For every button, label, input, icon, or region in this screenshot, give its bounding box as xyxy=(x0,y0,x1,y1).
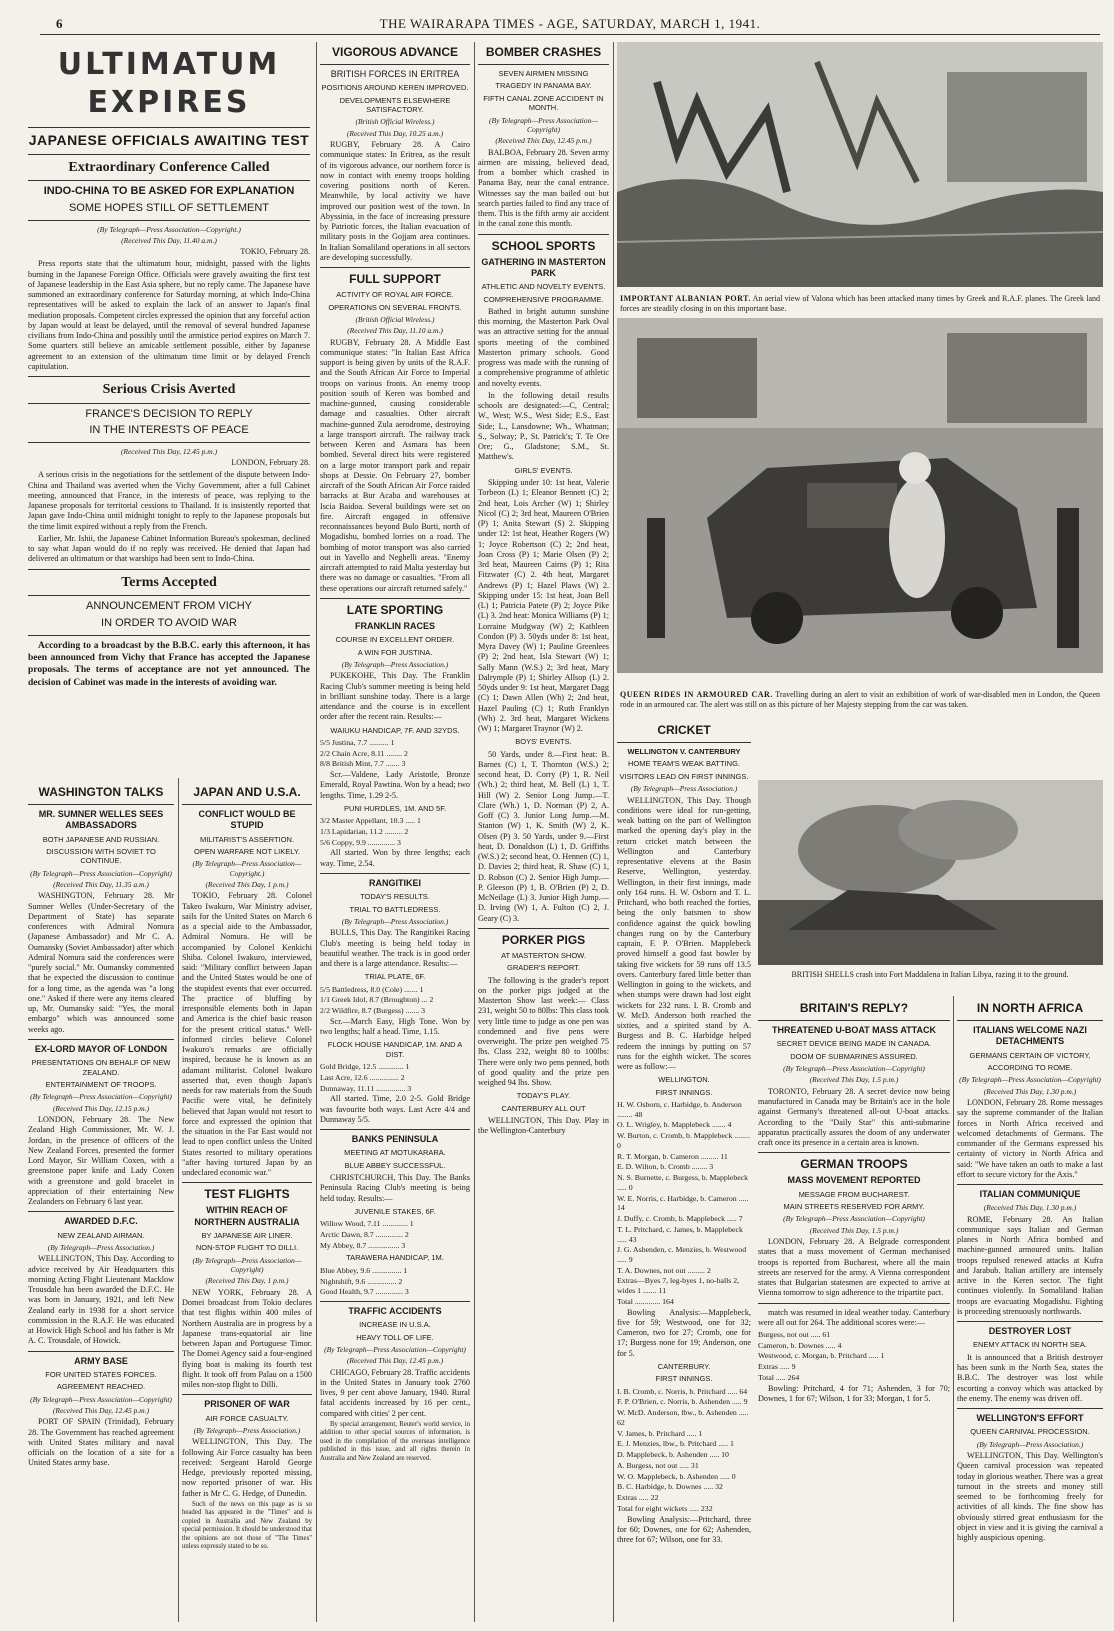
race-result: 5/6 Coppy, 9.9 .............. 3 xyxy=(320,837,401,847)
score-line: E. J. Menzies, lbw., b. Pritchard ..... 1 xyxy=(617,1439,734,1449)
left-subcolumn xyxy=(28,782,174,1618)
received: (Received This Day, 10.25 a.m.) xyxy=(346,128,444,138)
subhead: BRITISH FORCES IN ERITREA xyxy=(330,69,460,79)
column-rule xyxy=(316,42,317,1622)
body-text: CHICAGO, February 28. Traffic accidents in the United States in January took 2760 lives, 9 per cent above January, 1940. Rural fatal accidents increased by 16 per cent., compared with cities' 2 per cent. xyxy=(320,1367,470,1418)
headline: Terms Accepted xyxy=(121,574,217,590)
body-text: WELLINGTON, This Day. According to advice received by Air Headquarters this morning Acting Flight Lieutenant Macklow Trousdale has been awarded the D.F.C. He was born in January, 1921, and left New Zealand early in 1938 for a short service commission in the R.A.F. He was educated at Howick High School and his father is Mr A. C. Trousdale, of Howick. xyxy=(28,1254,174,1346)
headline: RANGITIKEI xyxy=(368,877,421,888)
column-rule xyxy=(953,996,954,1622)
footnote: Such of the news on this page as is so headed has appeared in the "Times" and is copied in Australia and New Zealand by special permission. It should be understood that the opinions are not those of "The Times" unless expressly stated to be so. xyxy=(182,1500,312,1551)
headline: BANKS PENINSULA xyxy=(351,1134,439,1145)
score-line: Total ..... 264 xyxy=(758,1372,800,1382)
team-title: CANTERBURY. xyxy=(657,1361,711,1371)
subhead: WITHIN REACH OF NORTHERN AUSTRALIA xyxy=(194,1205,300,1227)
received: (Received This Day, 1.30 p.m.) xyxy=(983,1086,1077,1096)
race-result: 5/5 Justina, 7.7 .......... 1 xyxy=(320,737,395,747)
headline: FULL SUPPORT xyxy=(349,272,441,287)
subhead: A WIN FOR JUSTINA. xyxy=(357,647,433,657)
score-line: V. James, b. Pritchard ..... 1 xyxy=(617,1428,703,1438)
subhead: OPERATIONS ON SEVERAL FRONTS. xyxy=(328,302,462,312)
subhead: TRAGEDY IN PANAMA BAY. xyxy=(495,81,592,91)
subhead: GRADER'S REPORT. xyxy=(507,963,580,973)
bowling-analysis: Bowling Analysis:—Pritchard, three for 60; Downes, one for 62; Ashenden, three for 67; Wilson, one for 33. xyxy=(617,1514,751,1544)
wellington-scores xyxy=(617,1100,751,1296)
subhead: GERMANS CERTAIN OF VICTORY, xyxy=(969,1050,1091,1060)
headline: WELLINGTON'S EFFORT xyxy=(976,1413,1084,1423)
body-text: TOKIO, February 28. Colonel Takeo Iwakuro, War Ministry adviser, sails for the United States on March 6 as a special aide to the Ambassador, Admiral Nomura. He will be accompanied by Colonel Kenkichi Shiba. Colonel Iwakuro, interviewed, said: "Military conflict between Japan and the United States would be one of the stupidest events that ever occurred. The practice of bluffing by irresponsible elements both in Japan and America is the chief basic reason for the present critical status." Well-informed circles believe Colonel Iwakuro's remarks are officially inspired, because he is known as an adamant militarist. Colonel Iwakuro asserted that, even though Japan's needs for raw materials from the South Pacific were vital, he definitely believed that Japan would not resort to force and expressed the opinion that the situation in the Far East would not lead to open conflict unless the United States resorted to military operations "after having tortured Japan by an undeclared economic war." xyxy=(182,891,312,1178)
body-text: TORONTO, February 28. A secret device now being manufactured in Canada may be Britain's ace in the hole against Germany's threatened all-out U-boat attacks. According to the "Daily Star" this anti-submarine apparatus practically assures the doom of any underwater craft once its presence in a certain area is known. xyxy=(758,1086,950,1147)
subhead: TODAY'S PLAY. xyxy=(516,1091,571,1101)
subhead: VISITORS LEAD ON FIRST INNINGS. xyxy=(619,771,749,781)
received: (Received This Day, 1 p.m.) xyxy=(205,880,289,889)
headline: PRISONER OF WAR xyxy=(204,1399,290,1410)
total: Total for eight wickets ..... 232 xyxy=(617,1503,713,1513)
subhead: BOTH JAPANESE AND RUSSIAN. xyxy=(42,834,160,844)
score-line: Extras ..... 22 xyxy=(617,1493,659,1503)
score-line: H. W. Osborn, c. Harbidge, b. Anderson ........ 48 xyxy=(617,1100,742,1119)
headline: WASHINGTON TALKS xyxy=(38,785,164,799)
subhead: Extraordinary Conference Called xyxy=(68,159,270,175)
caption-head: QUEEN RIDES IN ARMOURED CAR. xyxy=(620,690,773,699)
body-text: Bathed in bright autumn sunshine this morning, the Masterton Park Oval was an attractive setting for the annual sports meeting of the combined Masterton primary schools. Good progress was made with the running of a comprehensive programme of athletic and novelty events. xyxy=(478,306,609,388)
caption-queen xyxy=(620,690,1100,710)
subhead: JAPANESE OFFICIALS AWAITING TEST xyxy=(28,132,310,148)
headline: GERMAN TROOPS xyxy=(800,1157,908,1172)
headline: TRAFFIC ACCIDENTS xyxy=(348,1305,442,1316)
bowling-analysis: Bowling: Pritchard, 4 for 71; Ashenden, 3 for 70; Downes, 1 for 67; Wilson, 1 for 33; Morgan, 1 for 5. xyxy=(758,1383,950,1403)
column-bomber xyxy=(478,42,609,1618)
body-text: RUGBY, February 28. A Middle East communique states: "In Italian East Africa support is being given by units of the R.A.F. and the South African Air Force to Imperial troops on various fronts. An enemy troop position south of Keren was bombed and machine-gunned, causing considerable damage and casualties. Other aircraft machine-gunned Zula aerodrome, destroying a large transport aircraft. The railway track between Keren and Asmara has been bombed. Several direct hits were registered on a large motor transport park and repair shops at Dessie. On February 27, bomber aircraft of the South African Air Force raided barracks at Bur Acaba and warehouses at Iscia Baidoa. Several buildings were set on fire. Aircraft engaged in offensive reconnaissances beyond Bulo Burti, north of Mogadishu, bombed lorries on a road. The bombing of motor transport was also carried out in Yavello and Neghelli areas. "Enemy aircraft attempted to raid Malta yesterday but there was no damage or casualties. "From all these operations our aircraft returned safely." xyxy=(320,337,470,593)
subhead: AGREEMENT REACHED. xyxy=(56,1382,146,1392)
subhead: DOOM OF SUBMARINES ASSURED. xyxy=(790,1051,918,1061)
subhead: BLUE ABBEY SUCCESSFUL. xyxy=(344,1160,446,1170)
score-line: B. C. Harbidge, b. Downes ..... 32 xyxy=(617,1482,723,1492)
subhead: FIFTH CANAL ZONE ACCIDENT IN MONTH. xyxy=(483,93,604,113)
body-text: Earlier, Mr. Ishii, the Japanese Cabinet Information Bureau's spokesman, declined to say what Japan would do if no reply was received. He denied that Japan had delivered an ultimatum or that warships had been sent to Indo-China. xyxy=(28,533,310,564)
headline: ITALIAN COMMUNIQUE xyxy=(979,1189,1081,1199)
canterbury-scores xyxy=(617,1387,751,1503)
race-result: 3/2 Master Appellant, 10.3 ..... 1 xyxy=(320,816,421,826)
body-text: PORT OF SPAIN (Trinidad), February 28. The Government has reached agreement with United States military and naval officials on the location of a site for a United States army base. xyxy=(28,1417,174,1468)
subhead: DEVELOPMENTS ELSEWHERE SATISFACTORY. xyxy=(339,95,451,114)
score-line: Extras ..... 9 xyxy=(758,1362,796,1372)
received: (Received This Day, 1 p.m.) xyxy=(205,1276,289,1286)
subhead: NON-STOP FLIGHT TO DILLI. xyxy=(195,1243,299,1253)
race-title: TRIAL PLATE, 6F. xyxy=(364,972,426,982)
received: (Received This Day, 11.40 a.m.) xyxy=(121,235,217,245)
credit: (By Telegraph—Press Association—Copyright) xyxy=(783,1214,925,1224)
credit: (British Official Wireless.) xyxy=(355,314,435,324)
race-note: Scr.—March Easy, High Tone. Won by two lengths; half a head. Time, 1.15. xyxy=(320,1016,470,1037)
subhead: THREATENED U-BOAT MASS ATTACK xyxy=(772,1025,936,1035)
subhead: MESSAGE FROM BUCHAREST. xyxy=(798,1189,910,1199)
race-result: Nightshift, 9.6 ............... 2 xyxy=(320,1276,403,1286)
subhead: BY JAPANESE AIR LINER. xyxy=(201,1230,293,1240)
total: Total ............. 164 xyxy=(617,1296,674,1306)
score-line: W. Burton, c. Cromb, b. Mapplebeck ........ 0 xyxy=(617,1131,750,1150)
subhead: SOME HOPES STILL OF SETTLEMENT xyxy=(68,201,270,214)
race-title: PUNI HURDLES, 1M. AND 5F. xyxy=(343,803,447,813)
received: (Received This Day, 1.5 p.m.) xyxy=(809,1075,899,1085)
headline: CRICKET xyxy=(657,723,711,737)
score-line: T. L. Pritchard, c. James, b. Mapplebeck ..... 43 xyxy=(617,1224,743,1244)
subhead: WELLINGTON V. CANTERBURY xyxy=(627,747,741,756)
subhead: QUEEN CARNIVAL PROCESSION. xyxy=(970,1427,1090,1437)
score-line: A. Burgess, not out ..... 31 xyxy=(617,1460,699,1470)
left-subcolumn-b xyxy=(182,782,312,1618)
race-title: JUVENILE STAKES, 6F. xyxy=(354,1206,436,1216)
received: (Received This Day, 12.45 p.m.) xyxy=(120,447,218,456)
body-text: WASHINGTON, February 28. Mr Sumner Welles (Under-Secretary of the Department of State) has separate conferences with Admiral Nomura (Japanese Ambassador) and Mr C. A. Oumansky (Soviet Ambassador) after which Admiral Nomura said the conferences were "purely social." Mr. Oumansky commented that he expected the discussion to continue for a long time, as the agenda was "a long one." Asked if there were any items cleared up, Mr. Oumansky said: "Yes, the moral embargo" which was announced some weeks ago. xyxy=(28,891,174,1034)
subhead: IN ORDER TO AVOID WAR xyxy=(101,616,237,629)
column-rule xyxy=(178,778,179,1622)
subhead: AT MASTERTON SHOW. xyxy=(501,950,586,960)
subhead: HOME TEAM'S WEAK BATTING. xyxy=(628,759,740,769)
photo-fort-maddalena xyxy=(758,780,1103,965)
score-line: N. S. Burnette, c. Burgess, b. Mapplebeck ..... 0 xyxy=(617,1173,749,1192)
score-line: Burgess, not out ..... 61 xyxy=(758,1330,831,1339)
score-line: R. T. Morgan, b. Cameron ......... 11 xyxy=(617,1151,728,1161)
subhead: DISCUSSION WITH SOVIET TO CONTINUE. xyxy=(46,846,156,866)
race-result: Last Acre, 12.6 ............... 2 xyxy=(320,1072,405,1082)
headline: DESTROYER LOST xyxy=(988,1326,1072,1337)
subhead: GIRLS' EVENTS. xyxy=(514,465,573,475)
subhead: FOR UNITED STATES FORCES. xyxy=(45,1369,157,1379)
credit: (By Telegraph—Press Association—Copyright) xyxy=(30,1092,172,1102)
headline-ultimatum: ULTIMATUM EXPIRES xyxy=(57,47,281,120)
credit: (By Telegraph—Press Association.) xyxy=(976,1439,1084,1449)
britain-german-column xyxy=(758,998,950,1618)
column-rule xyxy=(474,42,475,1622)
credit: (By Telegraph—Press Association.) xyxy=(47,1242,155,1252)
credit: (By Telegraph—Press Association.) xyxy=(193,1425,301,1435)
subhead: INCREASE IN U.S.A. xyxy=(359,1320,431,1330)
race-result: 5/5 Battledress, 8.0 (Cole) ....... 1 xyxy=(320,984,424,994)
canterbury-additional-scores xyxy=(758,1330,950,1383)
masthead xyxy=(40,14,1100,35)
race-result: 2/2 Wildfire, 8.7 (Burgess) ....... 3 xyxy=(320,1006,426,1016)
race-result: Blue Abbey, 9.6 ............... 1 xyxy=(320,1265,408,1275)
score-line: Cameron, b. Downes ..... 4 xyxy=(758,1340,842,1350)
race-note: All started. Won by three lengths; each way. Time, 2.54. xyxy=(320,848,470,868)
score-line: O. L. Wrigley, b. Mapplebeck ....... 4 xyxy=(617,1120,732,1130)
race-result: Willow Wood, 7.11 ............. 1 xyxy=(320,1219,414,1229)
race-result: Gold Bridge, 12.5 ............. 1 xyxy=(320,1062,410,1072)
body-text: ROME, February 28. An Italian communique says Italian and German planes in North Africa bombed and machine-gunned armoured units. Italian troops repulsed renewed attacks at Kufra and Jarabub. Italian artillery are intensely active in the Keren sector. The fight continues violently. In Somaliland Italian troops are evacuating Mogadishu. Fighting is proceeding strenuously northwards. xyxy=(957,1214,1103,1316)
cricket-article xyxy=(617,720,751,1620)
subhead: ACTIVITY OF ROYAL AIR FORCE. xyxy=(336,290,454,300)
subhead: MASS MOVEMENT REPORTED xyxy=(787,1175,921,1186)
headline: AWARDED D.F.C. xyxy=(64,1216,138,1227)
body-text: Press reports state that the ultimatum hour, midnight, passed with the lights burning in the Japanese Foreign Office. Officials were gravely awaiting the first test of Japanese leadership in the East Asia sphere, but no reply came. The Japanese have summoned an extraordinary conference for Saturday morning, at which Indo-China representatives will be asked to explain the lack of an answer to Japan's final mediation proposals. Competent circles expressed the opinion that any forceful action by Japan would at least be delayed, until the removal of several hundred Japanese civilians from Indo-China and possibly until the armistice period expires on March 7. Some quarters still believe an amicable settlement possible, either by Japanese agreement to an extension of the ultimatum time limit or by delayed French capitulation. xyxy=(28,259,310,371)
headline: SCHOOL SPORTS xyxy=(491,238,596,253)
bowling-analysis: Bowling Analysis:—Mapplebeck, five for 59; Westwood, one for 32; Cameron, two for 27; Cromb, one for 17; Burgess none for 19; Anderson, one for 5. xyxy=(617,1307,751,1358)
race-title: TARAWERA HANDICAP, 1M. xyxy=(346,1253,444,1263)
headline: Serious Crisis Averted xyxy=(102,382,236,397)
credit: (By Telegraph—Press Association—Copyright) xyxy=(324,1344,466,1354)
caption-text: An aerial view of Valona which has been attacked many times by Greek and R.A.F. planes. The Greek land forces are steadily closing in on this important base. xyxy=(620,294,1100,313)
race-note: All started. Time, 2.0 2-5. Gold Bridge was favourite both ways. Last Acre 4/4 and Dunnaway 5/5. xyxy=(320,1094,470,1124)
received: (Received This Day, 1.30 p.m.) xyxy=(983,1203,1077,1213)
score-line: F. P. O'Brien, c. Norris, b. Ashenden ..... 9 xyxy=(617,1397,748,1407)
received: (Received This Day, 11.35 a.m.) xyxy=(53,880,149,889)
subhead: COMPREHENSIVE PROGRAMME. xyxy=(483,294,604,304)
subhead: MAIN STREETS RESERVED FOR ARMY. xyxy=(783,1201,925,1211)
race-result: Arctic Dawn, 8.7 .............. 2 xyxy=(320,1229,409,1239)
body-text: Skipping under 10: 1st heat, Valerie Torbeon (L) 1; Eleanor Bennett (C) 2; 2nd heat, Lois Archer (W) 1; Shirley Nicol (C) 2; 3rd heat, Maureen O'Brien (P) 1; Anita Stewart (S) 2. Skipping under 12: 1st heat, Heather Rogers (W) 1; Joyce Robertson (C) 2; 2nd heat, Joan Cross (P) 1; Marie Olsen (P) 2; 3rd heat, Maureen Cairns (P) 1; Rita Fitzwater (C) 2. 4th heat, Margaret Andrews (P) 1; Hazel Plaws (W) 2. Skipping under 15: 1st heat, Joan Bell (L) 1; Patricia Patete (P) 2; Joyce Pike (L) 3. 2nd heat: Monica Williams (P) 1; Lorraine Mudgway (W) 2; Kathleen Condon (P) 3. 50yds under 8: 1st heat, Myra Davey (W) 1; Pauline Greenlees (P) 2; 2nd heat, Isla Stewart (W) 1; Sally Mann (W.S.) 2; 3rd heat, Mary Dalrymple (P) 1; Shirley Allsop (L) 2. 50yds under 9: 1st heat, Margaret Dagg (C) 1; Dawn Allen (Wh) 2; 2nd heat, Hazel Pauling (C) 1; Ruth Franklyn (Wh) 2. 3rd heat, Margaret Wickens (W) 1; Margaret Traynor (W) 2. xyxy=(478,478,609,733)
received: (Received This Day, 1.5 p.m.) xyxy=(809,1225,899,1235)
credit: (By Telegraph—Press Association—Copyright) xyxy=(783,1064,925,1073)
score-line: J. Duffy, c. Cromb, b. Mapplebeck ..... 7 xyxy=(617,1214,743,1224)
headline: LATE SPORTING xyxy=(346,602,444,617)
headline: EX-LORD MAYOR OF LONDON xyxy=(34,1043,168,1054)
body-text: LONDON, February 28. Rome messages say the supreme commander of the Italian forces in North Africa received and welcomed detachments of Germans. The commander of the Germans expressed his certainty of victory in North Africa and said: "We have taken an oath to make a last effort to secure victory for the Axis." xyxy=(957,1098,1103,1179)
subhead: ENTERTAINMENT OF TROOPS. xyxy=(45,1079,157,1089)
masthead-title: THE WAIRARAPA TIMES - AGE, SATURDAY, MARCH 1, 1941. xyxy=(379,16,761,31)
subhead: FRANKLIN RACES xyxy=(355,620,435,631)
race-result: 2/2 Chain Acre, 8.11 ........ 2 xyxy=(320,748,408,758)
dateline: TOKIO, February 28. xyxy=(240,247,310,257)
photo-aerial-valona xyxy=(617,42,1103,287)
body-text: 50 Yards, under 8.—First heat: B. Barnes (C) 1, T. Thornton (W.S.) 2; second heat, D. Corry (P) 1, R. Neil (Wh.) 2; third heat, M. Bell (L) 1, T. Hill (W) 2. Senior Long Jump.—T. Clare (Wh.) 1, D. Norman (P) 2, A. Goff (C) 3. Junior Long Jump.—M. Stanton (W) 1, K. Smith (W) 2, K. Olsen (P) 3. 50 Yards, under 9.—First heat, D. Donaldson (L) 1, D. Griffiths (W.S.) 2; second heat, O. Hennen (C) 1, D. Davies 2; third heat, R. Shaw (C) 1, D. Robson (C) 2. Senior High Jump.—P. Gleeson (P) 1, B. O'Brien (P) 2, D. McNeilage (L) 3. Junior High Jump.—D. Irving (W) 1, A. Fulton (C) 2, J. Geary (C) 3. xyxy=(478,749,609,923)
headline: BRITAIN'S REPLY? xyxy=(799,1001,909,1015)
credit: (By Telegraph—Press Association.) xyxy=(341,659,449,669)
innings-title: FIRST INNINGS. xyxy=(655,1087,713,1097)
subhead: HEAVY TOLL OF LIFE. xyxy=(356,1332,434,1342)
innings-title: FIRST INNINGS. xyxy=(655,1374,713,1384)
credit: (By Telegraph—Press Association.) xyxy=(341,916,449,926)
subhead: COURSE IN EXCELLENT ORDER. xyxy=(335,635,455,645)
subhead: ATHLETIC AND NOVELTY EVENTS. xyxy=(481,282,606,292)
body-text: WELLINGTON, This Day. Though conditions were ideal for run-getting, weak batting on the part of Wellington marked the opening day's play in the return cricket match between the Wellington and Canterbury representative elevens at the Basin Reserve, Wellington, yesterday. Wellington, in their first innings, made only 164 runs. H. W. Osborn and T. L. Pritchard, who both reached the forties, being the only batsmen to show confidence against the quick bowling changes rung on by the Canterbury captain, F. P. O'Brien. Mapplebeck proved himself a good fast bowler by taking five wickets for 59 runs off 13.5 overs. Canterbury fared little better than Wellington in going to the wickets, and when stumps were drawn had lost eight wickets for 232 runs. I. B. Cromb and W. McD. Anderson both reached the sixties, and a spirited stand by A. Burgess and B. C. Harbidge helped redeem the innings by putting on 57 runs for the eighth wicket. The scores were as follow:— xyxy=(617,795,751,1071)
score-line: D. Mapplebeck, b. Ashenden ..... 10 xyxy=(617,1450,729,1460)
caption-aerial xyxy=(620,294,1100,314)
subhead: INDO-CHINA TO BE ASKED FOR EXPLANATION xyxy=(43,185,295,197)
subhead: MILITARIST'S ASSERTION. xyxy=(199,834,295,844)
body-text: NEW YORK, February 28. A Domei broadcast from Tokio declares that test flights within 400 miles of Northern Australia are in progress by a Japanese trans-equatorial air line between Japan and Portuguese Timor. The Domei Agency said a four-engined flying boat is making its fourth test flight. It took off from Palau on a 1500 miles non-stop flight to Dilli. xyxy=(182,1287,312,1389)
headline: ARMY BASE xyxy=(74,1355,128,1366)
score-line: E. D. Wilton, b. Cromb ........ 3 xyxy=(617,1162,714,1172)
race-title: WAIUKU HANDICAP, 7F. AND 32YDS. xyxy=(330,725,460,735)
subhead: NEW ZEALAND AIRMAN. xyxy=(57,1230,145,1240)
subhead: SECRET DEVICE BEING MADE IN CANADA. xyxy=(776,1039,932,1049)
credit: (By Telegraph—Press Association—Copyright) xyxy=(30,868,172,878)
race-result: Good Health, 9.7 .............. 3 xyxy=(320,1287,409,1297)
body-text: According to a broadcast by the B.B.C. early this afternoon, it has been announced from Vichy that France has accepted the Japanese proposals. The terms of acceptance are not yet announced. The decision of Cabinet was made in the interests of avoiding war. xyxy=(28,640,310,688)
caption-text: Travelling during an alert to visit an exhibition of work of war-disabled men in London, the Queen rode in an armoured car. The alert was still on as this picture of her Majesty stepping from the car was taken. xyxy=(620,690,1101,709)
footnote: By special arrangement, Reuter's world service, in addition to other special sources of information, is used in the compilation of the overseas intelligence published in this issue, and all rights therein in Australia and New Zealand are reserved. xyxy=(320,1420,470,1462)
score-line: Westwood, c. Morgan, b. Pritchard ..... 1 xyxy=(758,1351,885,1361)
ultimatum-article xyxy=(28,42,310,780)
race-title: FLOCK HOUSE HANDICAP, 1M. AND A DIST. xyxy=(327,1040,463,1059)
headline: IN NORTH AFRICA xyxy=(976,1001,1084,1015)
subhead: POSITIONS AROUND KEREN IMPROVED. xyxy=(321,83,469,93)
subhead: TODAY'S RESULTS. xyxy=(360,892,430,902)
body-text: A serious crisis in the negotiations for the settlement of the dispute between Indo-China and Thailand was averted when the Vichy Government, after a full Cabinet meeting, announced that France, in the interests of peace, was replying to the Japanese proposals for territorial cessions to Thailand. It is insistently reported that Japan gave Indo-China until midnight tonight to reply to the Japanese proposals but the time limit expired without a reply from the French. xyxy=(28,470,310,531)
score-line: W. McD. Anderson, lbw., b. Ashenden ..... 62 xyxy=(617,1408,749,1427)
credit: (By Telegraph—Press Association—Copyright) xyxy=(192,1255,302,1274)
subhead: ENEMY ATTACK IN NORTH SEA. xyxy=(972,1340,1088,1350)
body-text: PUKEKOHE, This Day. The Franklin Racing Club's summer meeting is being held in brilliant sunshine today. There is a large attendance and the course is in excellent order after the recent rain. Results:— xyxy=(320,671,470,722)
subhead: PRESENTATIONS ON BEHALF OF NEW ZEALAND. xyxy=(31,1058,171,1077)
body-text: LONDON, February 28. The New Zealand High Commissioner, Mr. W. J. Jordan, in the presence of officers of the New Zealand Forces, presented the former Lord Mayor, Sir William Coxen, with a greenstone paper knife and Lady Coxen with a greenstone and gold bracelet in appreciation of their entertaining New Zealanders on February 6 last year. xyxy=(28,1115,174,1206)
body-text: WELLINGTON, This Day. Wellington's Queen carnival procession was repeated today in glorious weather. There was a great turnout in the streets and money still seemed to be forthcoming freely for activities of all kinds. The fine show has obviously stirred great enthusiasm for the object in view and it is giving the carnival a highly auspicious opening. xyxy=(957,1451,1103,1542)
headline: BOMBER CRASHES xyxy=(485,45,602,59)
received: (Received This Day, 12.45 p.m.) xyxy=(346,1356,444,1366)
race-result: 1/1 Greek Idol, 8.7 (Broughton) ... 2 xyxy=(320,995,434,1005)
body-text: BALBOA, February 28. Seven army airmen are missing, believed dead, from a bomber which crashed in Panama Bay, near the canal entrance. Witnesses say the man bailed out but search parties failed to find any trace of them. This is the fifth army air accident in the canal zone this month. xyxy=(478,147,609,229)
body-text: It is announced that a British destroyer has been sunk in the North Sea, states the B.B.C. The destroyer was lost while escorting a convoy which was attacked by the enemy. The enemy was driven off. xyxy=(957,1352,1103,1403)
subhead: ANNOUNCEMENT FROM VICHY xyxy=(85,600,253,613)
credit: (By Telegraph—Press Association—Copyright) xyxy=(489,115,598,134)
received: (Received This Day, 12.45 p.m.) xyxy=(495,136,592,146)
column-rule xyxy=(613,42,614,1622)
received: (Received This Day, 11.10 a.m.) xyxy=(347,326,443,336)
body-text: WELLINGTON, This Day. The following Air Force casualty has been received: Sergeant Harold George Hedge, previously reported missing, now reported prisoner of war. His father is Mr C. G. Hedge, of Dunedin. xyxy=(182,1437,312,1498)
photo-queen-car xyxy=(617,318,1103,673)
team-title: WELLINGTON. xyxy=(658,1075,710,1085)
race-result: 8/8 British Mint, 7.7 ....... 3 xyxy=(320,759,406,769)
race-result: My Abbey, 8.7 ................ 3 xyxy=(320,1240,406,1250)
dateline: LONDON, February 28. xyxy=(231,458,310,468)
score-line: T. A. Downes, not out ......... 2 xyxy=(617,1265,711,1275)
headline: PORKER PIGS xyxy=(501,932,586,947)
subhead: MEETING AT MOTUKARARA. xyxy=(344,1148,446,1158)
race-result: 1/3 Lapidarian, 11.2 ......... 2 xyxy=(320,826,409,836)
body-text: The following is the grader's report on the porker pigs judged at the Masterton Show last week:— Class 231, weight 50 to 80lbs: This class took very little time to judge as one pen was condemned and five pens were overweight. The prize pen weighed 75 lbs. Class 232, weight 80 to 100lbs: There were only two pens penned, both of good quality and the prize pen weighed 94 lbs. Show. xyxy=(478,975,609,1088)
column-vigorous xyxy=(320,42,470,1618)
north-africa-column xyxy=(957,998,1103,1618)
body-text: WELLINGTON, This Day. Play in the Wellington-Canterbury xyxy=(478,1116,609,1136)
subhead: OPEN WARFARE NOT LIKELY. xyxy=(193,846,300,856)
subhead: ITALIANS WELCOME NAZI DETACHMENTS xyxy=(973,1025,1087,1047)
subhead: SEVEN AIRMEN MISSING xyxy=(498,69,589,78)
subhead: GATHERING IN MASTERTON PARK xyxy=(481,256,606,278)
score-line: I. B. Cromb, c. Norris, b. Pritchard ..... 64 xyxy=(617,1386,748,1396)
subhead: TRIAL TO BATTLEDRESS. xyxy=(349,904,441,914)
received: (Received This Day, 12.45 p.m.) xyxy=(52,1405,150,1415)
subhead: FRANCE'S DECISION TO REPLY xyxy=(85,407,253,420)
headline: TEST FLIGHTS xyxy=(204,1187,290,1202)
headline: VIGOROUS ADVANCE xyxy=(331,45,458,59)
score-line: W. E. Norris, c. Harbidge, b. Cameron ..... 14 xyxy=(617,1193,749,1213)
body-text: LONDON, February 28. A Belgrade correspondent states that a mass movement of German mechanised troops is reported from Bucharest, where all the main streets are reserved for the army. A Vienna correspondent states that Bulgarian statesmen are expected to arrive at Vienna tomorrow to sign adherence to the tripartite pact. xyxy=(758,1237,950,1298)
headline: JAPAN AND U.S.A. xyxy=(193,785,301,799)
credit: (By Telegraph—Press Association—Copyright.) xyxy=(192,859,302,878)
subhead: AIR FORCE CASUALTY. xyxy=(205,1413,289,1423)
body-text: match was resumed in ideal weather today. Canterbury were all out for 264. The additional scores were:— xyxy=(758,1307,950,1327)
caption-shells: BRITISH SHELLS crash into Fort Maddalena in Italian Libya, razing it to the ground. xyxy=(791,970,1069,979)
body-text: RUGBY, February 28. A Cairo communique states: In Eritrea, as the result of its vigorous advance, our northern force is now in contact with enemy troops holding covering positions north of Keren. Meanwhile, by local activity we have improved our position west of the town. In Abyssinia, in the face of increasing pressure by Patriotic forces, the Italian evacuation of military posts in the Gojjam area continues. In Italian Somaliland operations in all sectors are developing successfully. xyxy=(320,140,470,262)
score-line: Extras—Byes 7, leg-byes 1, no-balls 2, wides 1 ....... 11 xyxy=(617,1276,740,1296)
subhead: ACCORDING TO ROME. xyxy=(987,1062,1073,1072)
subhead: BOYS' EVENTS. xyxy=(515,737,572,747)
race-result: Dunnaway, 11.11 ............... 3 xyxy=(320,1083,412,1093)
body-text: In the following detail results schools are designated:—C, Central; W., West; W.S., West Side; E.S., East Side; L., Lansdowne; Wh., Whatman; S., Solway; P., St. Patrick's; T. Te Ore Ore; G., Gladstone; S.M., St. Matthew's. xyxy=(478,390,609,462)
caption-head: IMPORTANT ALBANIAN PORT. xyxy=(620,294,751,303)
credit: (By Telegraph—Press Association—Copyright.) xyxy=(97,224,241,234)
body-text: CHRISTCHURCH, This Day. The Banks Peninsula Racing Club's meeting is being held today. Results:— xyxy=(320,1173,470,1203)
subhead: IN THE INTERESTS OF PEACE xyxy=(89,424,249,437)
credit: (British Official Wireless.) xyxy=(355,117,435,127)
credit: (By Telegraph—Press Association.) xyxy=(630,784,738,794)
subhead: CONFLICT WOULD BE STUPID xyxy=(198,809,296,831)
score-line: W. O. Mapplebeck, b. Ashenden ..... 0 xyxy=(617,1471,736,1481)
body-text: BULLS, This Day. The Rangitikei Racing Club's meeting is being held today in beautiful weather. The track is in good order and there is a large attendance. Results:— xyxy=(320,928,470,969)
received: (Received This Day, 12.15 p.m.) xyxy=(52,1103,150,1113)
subhead: MR. SUMNER WELLES SEES AMBASSADORS xyxy=(38,809,164,831)
score-line: J. G. Ashenden, c. Menzies, b. Westwood ..... 9 xyxy=(617,1245,747,1265)
page-number: 6 xyxy=(56,16,63,31)
race-note: Scr.—Valdene, Lady Aristotle, Bronze Emerald, Royal Pawtina. Won by a head; two lengths. Time, 1.29 2-5. xyxy=(320,770,470,800)
credit: (By Telegraph—Press Association—Copyright) xyxy=(30,1394,172,1404)
credit: (By Telegraph—Press Association—Copyright) xyxy=(959,1075,1101,1085)
subhead: CANTERBURY ALL OUT xyxy=(501,1103,586,1113)
